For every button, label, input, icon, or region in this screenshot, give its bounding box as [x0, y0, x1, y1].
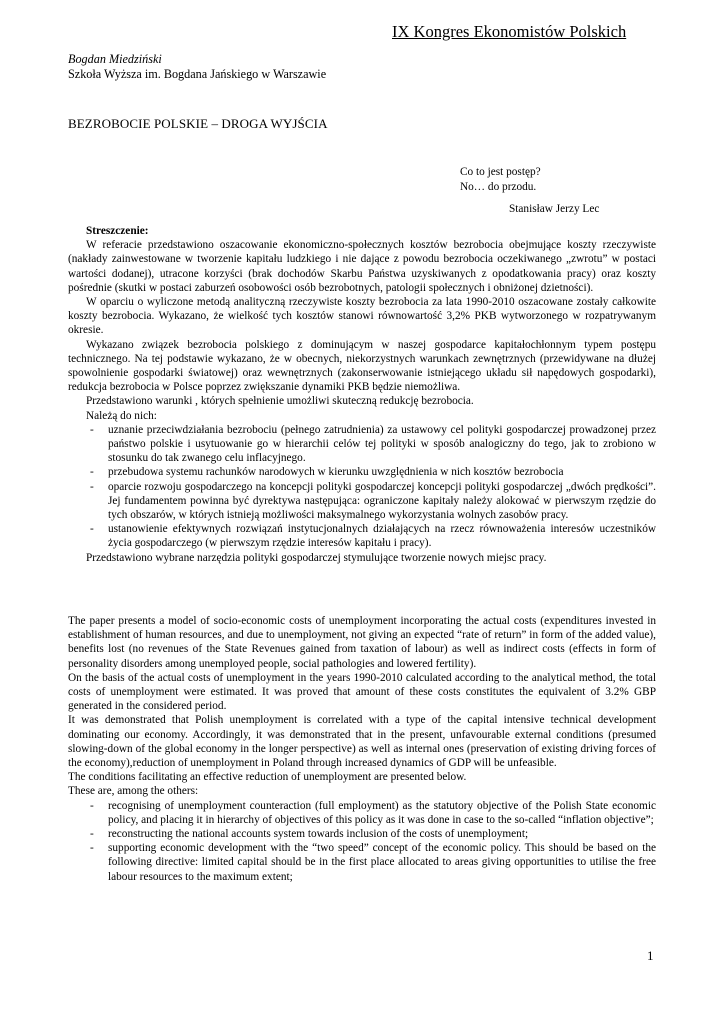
author-affiliation: Szkoła Wyższa im. Bogdana Jańskiego w Warszawie	[68, 67, 327, 81]
author-block	[68, 52, 326, 82]
list-item: - uznanie przeciwdziałania bezrobociu (pełnego zatrudnienia) za ustawowy cel polityki gospodarczej prowadzonej przez państwo polskie i usytuowanie go w hierarchii celów tej polityki w sposób analogiczny do tego, jak to zrobiono w stosunku do tak zwanego celu inflacyjnego.	[86, 423, 656, 466]
paragraph: These are, among the others:	[68, 785, 199, 798]
conditions-list-en	[68, 799, 656, 884]
motto-author: Stanisław Jerzy Lec	[509, 203, 600, 215]
paragraph: The paper presents a model of socio-economic costs of unemployment incorporating the actual costs (expenditures invested in establishment of human resources, and due to unemployment, not giving an expected “rate of return” in form of the added value), benefits lost (no revenues of the State Revenues gained from taxation of labour) as well as indirect costs (effects in form of personality disorders among unemployed people, social pathologies and lowered fertility).	[68, 615, 656, 670]
list-item: - oparcie rozwoju gospodarczego na koncepcji polityki gospodarczej koncepcji polityki gospodarczej „dwóch prędkości”. Jej fundamentem powinna być dyrektywa następująca: ograniczone kapitały należy alokować w pierwszym rzędzie do tych obszarów, w których istnieją możliwości maksymalnego wykorzystania wolnych zasobów pracy.	[86, 480, 656, 523]
motto-line-1: Co to jest postęp?	[460, 166, 541, 178]
list-item: - supporting economic development with the “two speed” concept of the economic policy. This should be based on the following directive: limited capital should be in the first place allocated to areas giving opportunities to utilise the free labour resources to the maximum extent;	[86, 841, 656, 884]
paragraph: Przedstawiono warunki , których spełnienie umożliwi skuteczną redukcję bezrobocia.	[86, 395, 474, 408]
list-item: - przebudowa systemu rachunków narodowych w kierunku uwzględnienia w nich kosztów bezrobocia	[86, 465, 656, 479]
list-item: - ustanowienie efektywnych rozwiązań instytucjonalnych działających na rzecz równoważenia interesów uczestników życia gospodarczego (w pierwszym rzędzie interesów kapitału i pracy).	[86, 522, 656, 550]
abstract-english	[68, 614, 656, 884]
paper-title: BEZROBOCIE POLSKIE – DROGA WYJŚCIA	[68, 116, 328, 131]
paragraph: Należą do nich:	[86, 409, 157, 422]
conference-header: IX Kongres Ekonomistów Polskich	[392, 22, 627, 41]
paragraph: W referacie przedstawiono oszacowanie ekonomiczno-społecznych kosztów bezrobocia obejmujące koszty rzeczywiste (nakłady zainwestowane w tworzenie kapitału ludzkiego i nie dające z powodu bezrobocia oczekiwanego „zwrotu” w postaci wartości dodanej), utracone korzyści (brak dochodów Skarbu Państwa uzyskiwanych z opodatkowania pracy) oraz koszty pośrednie (skutki w postaci zaburzeń osobowości osób bezrobotnych, patologii społecznych i obniżonej dzietności).	[68, 239, 656, 294]
motto-line-2: No… do przodu.	[460, 180, 537, 193]
abstract-polish	[68, 224, 656, 565]
list-item: - reconstructing the national accounts system towards inclusion of the costs of unemployment;	[86, 827, 656, 841]
page-number: 1	[647, 948, 654, 963]
conditions-list	[68, 423, 656, 551]
paragraph: Przedstawiono wybrane narzędzia polityki gospodarczej stymulujące tworzenie nowych miejsc pracy.	[86, 551, 547, 564]
paragraph: Wykazano związek bezrobocia polskiego z dominującym w naszej gospodarce kapitałochłonnym typem postępu technicznego. Na tej podstawie wykazano, że w obecnych, niekorzystnych warunkach zewnętrznych (przewidywane na dłużej spowolnienie gospodarki światowej) oraz wewnętrznych (zakonserwowanie istniejącego układu sił napędowych gospodarki), redukcja bezrobocia w Polsce poprzez zwiększanie dynamiki PKB będzie niemożliwa.	[68, 338, 656, 394]
paragraph: On the basis of the actual costs of unemployment in the years 1990-2010 calculated according to the analytical method, the total costs of unemployment were estimated. It was proved that amount of these costs constitutes the equivalent of 3.2% GBP generated in the considered period.	[68, 671, 656, 713]
paragraph: W oparciu o wyliczone metodą analityczną rzeczywiste koszty bezrobocia za lata 1990-2010 oszacowane zostały całkowite koszty bezrobocia. Wykazano, że wielkość tych kosztów stanowi równowartość 3,2% PKB wytworzonego w rozpatrywanym okresie.	[68, 296, 656, 337]
abstract-heading: Streszczenie:	[86, 225, 149, 237]
list-item: - recognising of unemployment counteraction (full employment) as the statutory objective of the Polish State economic policy, and placing it in hierarchy of objectives of this policy as it was done in case to the so-called “inflation objective”;	[86, 799, 656, 827]
author-name: Bogdan Miedziński	[68, 52, 162, 66]
paragraph: The conditions facilitating an effective reduction of unemployment are presented below.	[68, 771, 467, 784]
paragraph: It was demonstrated that Polish unemployment is correlated with a type of the capital intensive technical development dominating our economy. Accordingly, it was demonstrated that in the present, unfavourable external conditions (presumed slowing-down of the global economy in the longer perspective) as well as internal ones (preservation of existing driving forces of the economy),reduction of unemployment in Poland through increased dynamics of GDP will be unfeasible.	[68, 714, 656, 770]
motto	[460, 165, 541, 194]
